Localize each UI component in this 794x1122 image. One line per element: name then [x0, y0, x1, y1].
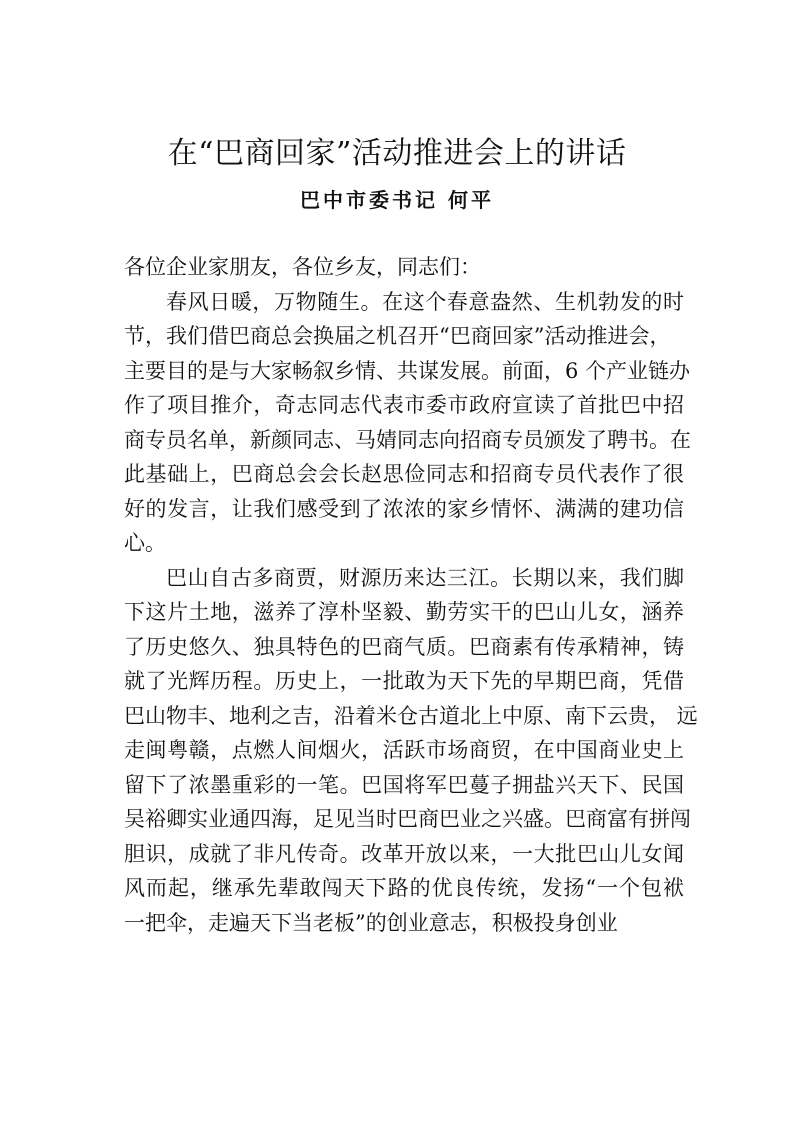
body-line: 此基础上，巴商总会会长赵思俭同志和招商专员代表作了很: [124, 462, 684, 486]
body-line: 一把伞，走遍天下当老板”的创业意志，积极投身创业: [124, 910, 618, 935]
body-line: 巴山物丰、地利之吉，沿着米仓古道北上中原、南下云贵， 远: [124, 703, 698, 728]
body-line: 走闽粤赣，点燃人间烟火，活跃市场商贸，在中国商业史上: [124, 738, 684, 762]
speech-body: [124, 254, 698, 944]
body-line: 节，我们借巴商总会换届之机召开“巴商回家”活动推进会，: [124, 324, 671, 348]
body-line: 风而起，继承先辈敢闯天下路的优良传统，发扬“一个包袱: [124, 876, 684, 900]
speaker-byline: 巴中市委书记 何平: [300, 188, 494, 212]
body-line: 春风日暖，万物随生。在这个春意盎然、生机勃发的时: [166, 289, 684, 314]
body-line: 吴裕卿实业通四海，足见当时巴商巴业之兴盛。巴商富有拼闯: [124, 807, 691, 831]
body-line: 各位企业家朋友，各位乡友，同志们：: [124, 255, 481, 279]
speech-title: 在“巴商回家”活动推进会上的讲话: [167, 136, 627, 171]
body-line: 商专员名单，新颜同志、马婧同志向招商专员颁发了聘书。在: [124, 427, 691, 452]
body-line: 主要目的是与大家畅叙乡情、共谋发展。前面，6 个产业链办: [124, 358, 691, 383]
body-line: 留下了浓墨重彩的一笔。巴国将军巴蔓子拥盐兴天下、民国: [124, 772, 684, 797]
body-line: 胆识，成就了非凡传奇。改革开放以来，一大批巴山儿女闻: [124, 841, 684, 866]
body-line: 作了项目推介，奇志同志代表市委市政府宣读了首批巴中招: [124, 393, 684, 417]
body-line: 好的发言，让我们感受到了浓浓的家乡情怀、满满的建功信: [124, 496, 684, 521]
body-line: 下这片土地，滋养了淳朴坚毅、勤劳实干的巴山儿女，涵养: [124, 600, 684, 624]
body-line: 心。: [124, 531, 166, 555]
body-line: 巴山自古多商贾，财源历来达三江。长期以来，我们脚: [166, 565, 684, 590]
body-line: 了历史悠久、独具特色的巴商气质。巴商素有传承精神，铸: [124, 634, 684, 659]
body-line: 就了光辉历程。历史上，一批敢为天下先的早期巴商，凭借: [124, 669, 684, 693]
